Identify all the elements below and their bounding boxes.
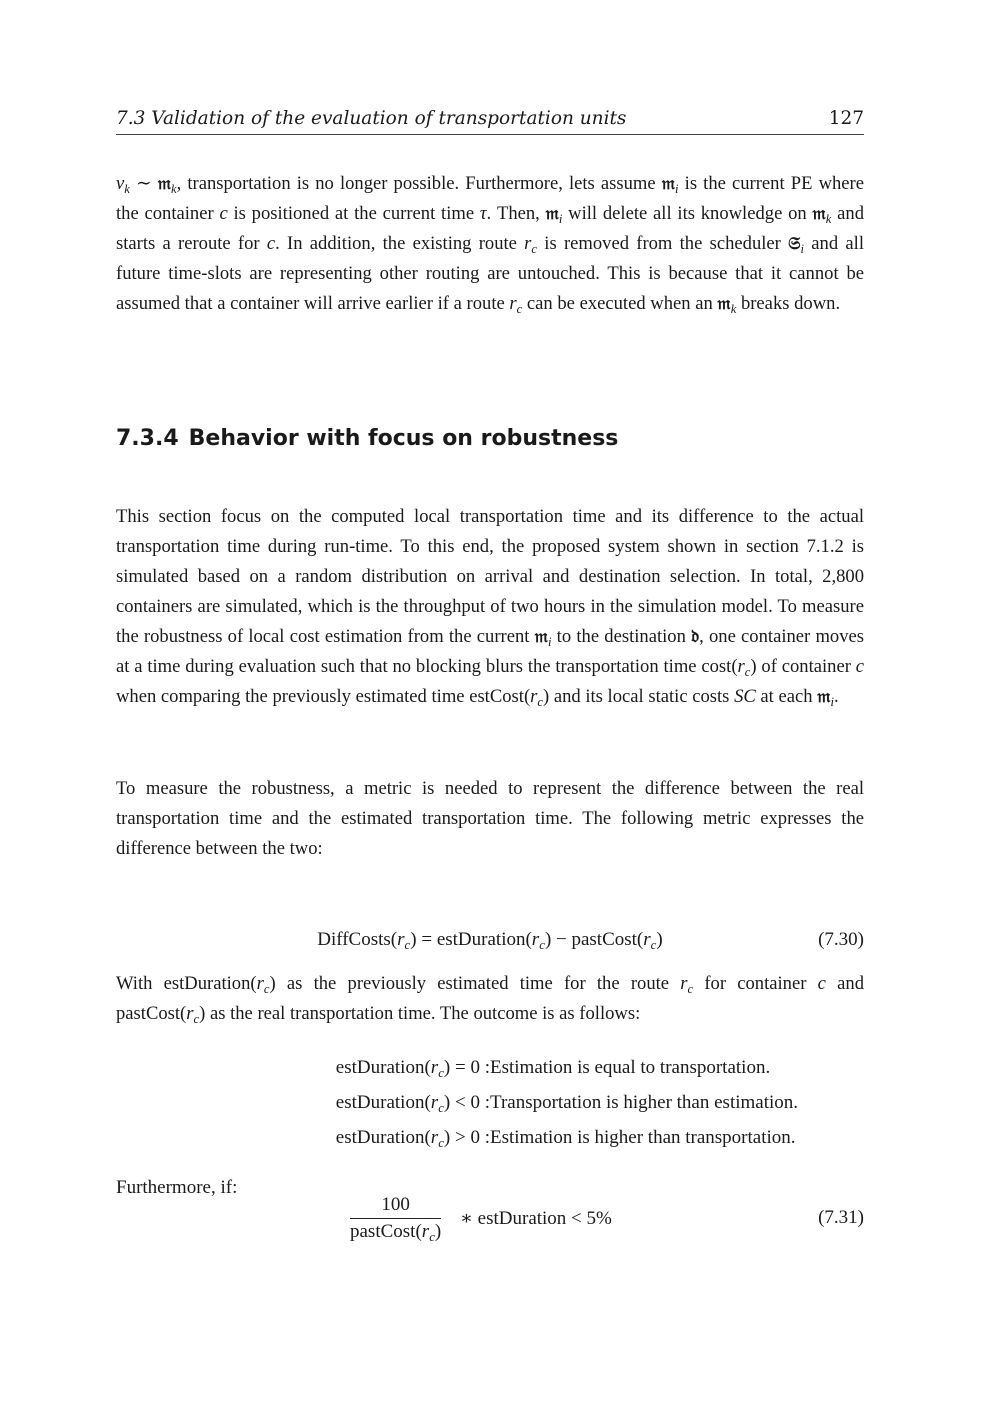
paragraph-1-text: This section focus on the computed local transportation time and its difference to the actual transportation time during run-time. To this end, the proposed system shown in section 7.1.2 is simulated based on a random distribution on arrival and destination selection. In total, 2,800 containers are simulated, which is the throughput of two hours in the simulation model. To measure the robustness of local cost estimation from the current 𝔪$_i$ to the destination 𝔡, one container moves at a time during evaluation such that no blocking blurs the transportation time $\cos t(r_c)$ of container c when comparing the previously estimated time $estCost(r_c)$ and its local static costs SC at each 𝔪$_i$. [116, 506, 864, 709]
paragraph-2 [116, 774, 864, 864]
intro-paragraph-text: $v_k$ ∼ 𝔪$_k$, transportation is no longer possible. Furthermore, lets assume 𝔪$_i$ is the current PE where the container c is positioned at the current time τ. Then, 𝔪$_i$ will delete all its knowledge on 𝔪$_k$ and starts a reroute for c. In addition, the existing route $r_c$ is removed from the scheduler 𝔖$_i$ and all future time-slots are representing other routing are untouched. This is because that it cannot be assumed that a container will arrive earlier if a route $r_c$ can be executed when an 𝔪$_k$ breaks down. [116, 173, 864, 316]
equation-7-30 [116, 929, 864, 961]
fraction-numerator: 100 [350, 1194, 441, 1219]
case-row [116, 1085, 864, 1120]
section-heading [116, 424, 618, 454]
paragraph-1 [116, 502, 864, 712]
paragraph-2-text: To measure the robustness, a metric is needed to represent the difference between the real transportation time and the estimated transportation time. The following metric expresses the difference between the two: [116, 778, 864, 859]
case-condition: $estDuration(r_c) > 0$ : [335, 1127, 490, 1150]
section-number: 7.3.4 [116, 426, 179, 451]
case-description: Estimation is higher than transportation. [490, 1127, 796, 1148]
running-header-title: 7.3 Validation of the evaluation of transportation units [116, 108, 627, 129]
outcome-cases [116, 1050, 864, 1155]
equation-7-30-tag: (7.30) [818, 929, 864, 950]
paragraph-3-text: With $estDuration(r_c)$ as the previously estimated time for the route $r_c$ for container c and $pastCost(r_c)$ as the real transportation time. The outcome is as follows: [116, 973, 864, 1026]
case-condition: $estDuration(r_c) = 0$ : [335, 1057, 490, 1080]
section-title: Behavior with focus on robustness [188, 426, 619, 451]
case-description: Transportation is higher than estimation. [490, 1092, 799, 1113]
equation-7-31-rest: ∗ estDuration < 5% [460, 1208, 612, 1229]
equation-7-31 [116, 1178, 864, 1248]
intro-paragraph [116, 169, 864, 319]
running-header [116, 106, 864, 135]
equation-7-30-body: $DiffCosts(r_c)$ = $estDuration(r_c)$ − $pastCost(r_c)$ [317, 929, 663, 952]
case-description: Estimation is equal to transportation. [490, 1057, 771, 1078]
equation-7-31-tag: (7.31) [818, 1207, 864, 1228]
fraction-denominator: $pastCost(r_c)$ [350, 1221, 442, 1244]
case-row [116, 1120, 864, 1155]
page-number: 127 [828, 108, 864, 129]
case-condition: $estDuration(r_c) < 0$ : [335, 1092, 490, 1115]
case-row [116, 1050, 864, 1085]
paragraph-3 [116, 969, 864, 1029]
fraction [350, 1194, 441, 1245]
equation-7-31-lead: Furthermore, if: [116, 1177, 238, 1198]
